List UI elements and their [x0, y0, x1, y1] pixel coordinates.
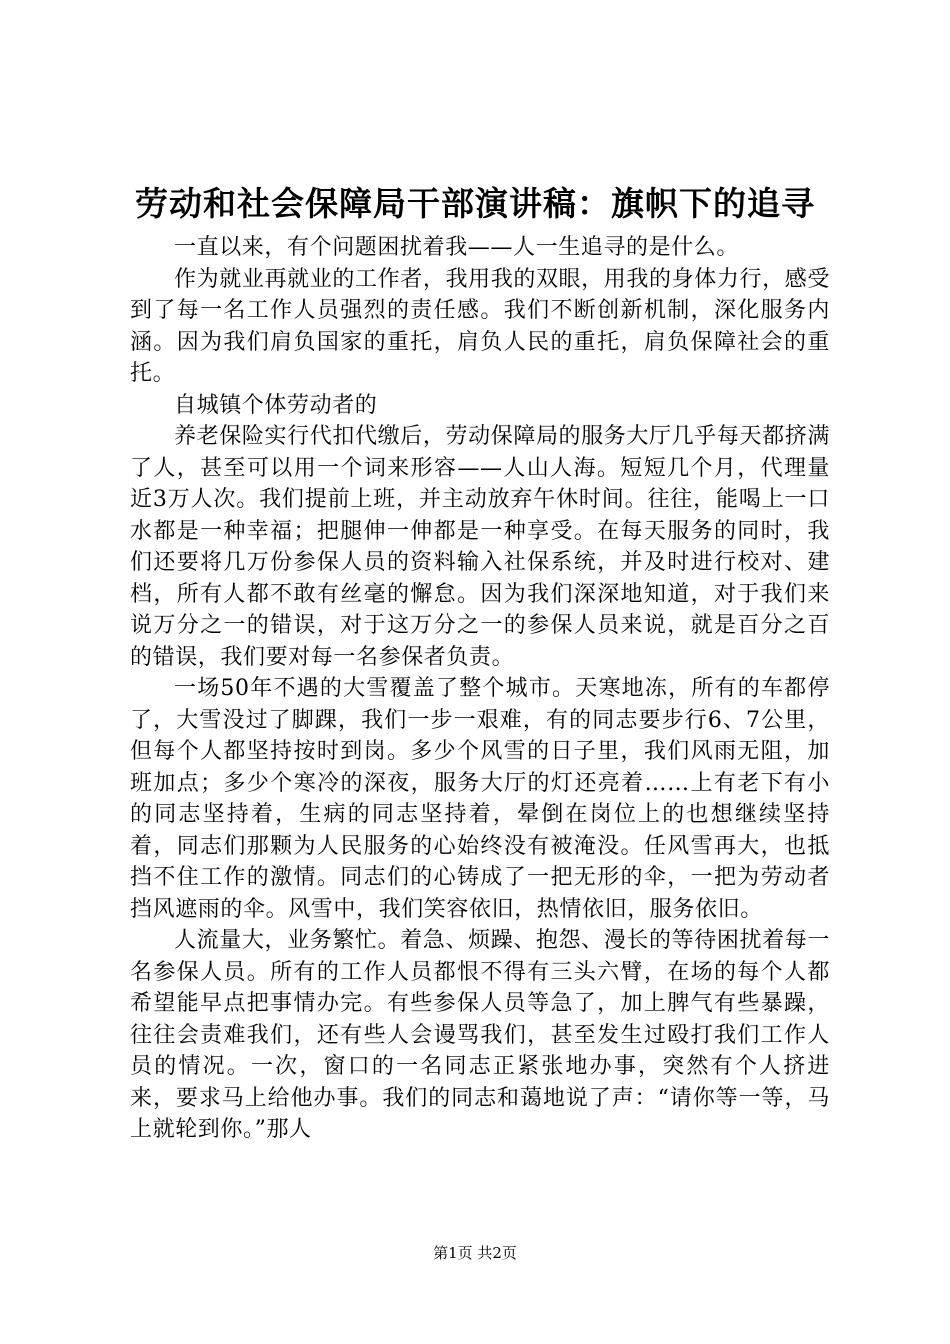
paragraph: 作为就业再就业的工作者，我用我的双眼，用我的身体力行，感受到了每一名工作人员强烈的责任感。我们不断创新机制，深化服务内涵。因为我们肩负国家的重托，肩负人民的重托，肩负保障社会的重托。 [130, 266, 830, 386]
paragraph: 养老保险实行代扣代缴后，劳动保障局的服务大厅几乎每天都挤满了人，甚至可以用一个词来形容——人山人海。短短几个月，代理量近3万人次。我们提前上班，并主动放弃午休时间。往往，能喝上一口水都是一种幸福；把腿伸一伸都是一种享受。在每天服务的同时，我们还要将几万份参保人员的资料输入社保系统，并及时进行校对、建档，所有人都不敢有丝毫的懈怠。因为我们深深地知道，对于我们来说万分之一的错误，对于这万分之一的参保人员来说，就是百分之百的错误，我们要对每一名参保者负责。 [130, 424, 830, 670]
page-number-footer: 第1页 共2页 [433, 1244, 517, 1262]
document-title: 劳动和社会保障局干部演讲稿：旗帜下的追寻 [135, 184, 815, 223]
paragraph: 人流量大，业务繁忙。着急、烦躁、抱怨、漫长的等待困扰着每一名参保人员。所有的工作人员都恨不得有三头六臂，在场的每个人都希望能早点把事情办完。有些参保人员等急了，加上脾气有些暴躁，往往会责难我们，还有些人会谩骂我们，甚至发生过殴打我们工作人员的情况。一次，窗口的一名同志正紧张地办事，突然有个人挤进来，要求马上给他办事。我们的同志和蔼地说了声：“请你等一等，马上就轮到你。”那人 [130, 928, 830, 1142]
paragraph: 一直以来，有个问题困扰着我——人一生追寻的是什么。 [174, 235, 740, 260]
paragraph: 自城镇个体劳动者的 [174, 392, 378, 418]
document-body [130, 232, 830, 1146]
paragraph: 一场50年不遇的大雪覆盖了整个城市。天寒地冻，所有的车都停了，大雪没过了脚踝，我们一步一艰难，有的同志要步行6、7公里，但每个人都坚持按时到岗。多少个风雪的日子里，我们风雨无阻，加班加点；多少个寒冷的深夜，服务大厅的灯还亮着……上有老下有小的同志坚持着，生病的同志坚持着，晕倒在岗位上的也想继续坚持着，同志们那颗为人民服务的心始终没有被淹没。任风雪再大，也抵挡不住工作的激情。同志们的心铸成了一把无形的伞，一把为劳动者挡风遮雨的伞。风雪中，我们笑容依旧，热情依旧，服务依旧。 [130, 676, 830, 922]
